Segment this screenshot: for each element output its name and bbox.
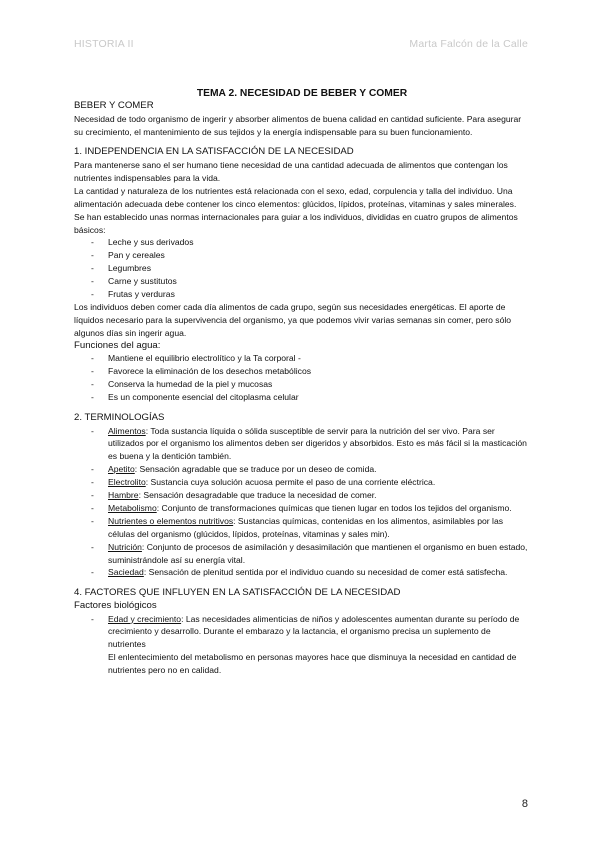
running-header-right: Marta Falcón de la Calle bbox=[409, 38, 528, 50]
term-name: Saciedad bbox=[108, 567, 144, 578]
section4-heading: 4. FACTORES QUE INFLUYEN EN LA SATISFACCIÓN DE LA NECESIDAD bbox=[74, 587, 401, 599]
term-name: Electrolito bbox=[108, 477, 146, 488]
term-item bbox=[74, 502, 530, 515]
list-item: - Conserva la humedad de la piel y mucosas bbox=[74, 378, 530, 391]
term-item bbox=[74, 476, 530, 489]
list-item: - Legumbres bbox=[74, 262, 530, 275]
term-item bbox=[74, 463, 530, 476]
list-item: - Carne y sustitutos bbox=[74, 275, 530, 288]
term-name: Nutrientes o elementos nutritivos bbox=[108, 515, 234, 526]
factor-extra-paragraph: El enlentecimiento del metabolismo en personas mayores hace que disminuya la necesidad en cantidad de nutrientes pero no en calidad. bbox=[108, 652, 517, 676]
page-content bbox=[74, 87, 530, 677]
factors-list bbox=[74, 613, 530, 678]
water-functions-list bbox=[74, 352, 530, 404]
page-title: TEMA 2. NECESIDAD DE BEBER Y COMER bbox=[196, 88, 408, 99]
section4-subheading: Factores biológicos bbox=[74, 599, 157, 611]
section1-paragraph-3: Se han establecido unas normas internacionales para guiar a los individuos, divididas en cuatro grupos de alimentos básicos: bbox=[74, 211, 518, 235]
term-definition: : Sustancias químicas, contenidas en los alimentos, asimilables por las células del organismo (glúcidos, lípidos, proteínas, vitaminas y sales min). bbox=[108, 515, 504, 539]
section2-heading: 2. TERMINOLOGÍAS bbox=[74, 411, 165, 423]
factor-definition: : Las necesidades alimenticias de niños y adolescentes aumentan durante su período de crecimiento y desarrollo. Durante el embarazo y la lactancia, el organismo precisa un suplemento de nutrientes bbox=[108, 613, 520, 650]
term-name: Nutrición bbox=[108, 541, 142, 552]
term-definition: : Sensación agradable que se traduce por un deseo de comida. bbox=[134, 464, 377, 475]
term-definition: : Conjunto de transformaciones químicas que tienen lugar en todos los tejidos del organismo. bbox=[156, 502, 512, 513]
term-item bbox=[74, 515, 530, 541]
term-name: Hambre bbox=[108, 490, 139, 501]
section1-paragraph-2: La cantidad y naturaleza de los nutrientes está relacionada con el sexo, edad, corpulencia y talla del individuo. Una alimentación adecuada debe contener los cinco elementos: glúcidos, lípidos, proteínas, vitaminas y sales minerales. bbox=[74, 185, 517, 209]
water-functions-heading: Funciones del agua: bbox=[74, 339, 161, 351]
term-name: Metabolismo bbox=[108, 502, 157, 513]
list-item: - Favorece la eliminación de los desechos metabólicos bbox=[74, 365, 530, 378]
list-item: - Frutas y verduras bbox=[74, 288, 530, 301]
section1-paragraph-4: Los individuos deben comer cada día alimentos de cada grupo, según sus necesidades energéticas. El aporte de líquidos necesario para la supervivencia del organismo, ya que podemos vivir varias semanas sin comer, pero sólo algunos días sin ingerir agua. bbox=[74, 301, 512, 338]
list-item: - Es un componente esencial del citoplasma celular bbox=[74, 391, 530, 404]
term-definition: : Conjunto de procesos de asimilación y desasimilación que mantienen el organismo en buen estado, suministrándole así su energía vital. bbox=[108, 541, 528, 565]
factor-item bbox=[74, 613, 530, 678]
term-definition: : Sustancia cuya solución acuosa permite el paso de una corriente eléctrica. bbox=[145, 477, 436, 488]
list-item: - Leche y sus derivados bbox=[74, 236, 530, 249]
list-item: - Mantiene el equilibrio electrolítico y la Ta corporal - bbox=[74, 352, 530, 365]
term-item bbox=[74, 425, 530, 464]
term-definition: : Sensación desagradable que traduce la necesidad de comer. bbox=[138, 490, 377, 501]
term-item bbox=[74, 566, 530, 579]
list-item: - Pan y cereales bbox=[74, 249, 530, 262]
term-name: Alimentos bbox=[108, 425, 146, 436]
page-number: 8 bbox=[521, 798, 528, 810]
running-header-left: HISTORIA II bbox=[74, 38, 134, 50]
section1-paragraph-1: Para mantenerse sano el ser humano tiene necesidad de una cantidad adecuada de alimentos que contengan los nutrientes indispensables para la vida. bbox=[74, 160, 508, 183]
intro-paragraph: Necesidad de todo organismo de ingerir y absorber alimentos de buena calidad en cantidad suficiente. Para asegurar su crecimiento, el mantenimiento de sus tejidos y la energía indispensable para su buen funcionamiento. bbox=[74, 113, 522, 137]
term-item bbox=[74, 489, 530, 502]
term-definition: : Sensación de plenitud sentida por el individuo cuando su necesidad de comer está satisfecha. bbox=[143, 567, 508, 578]
intro-heading: BEBER Y COMER bbox=[74, 100, 154, 111]
term-name: Apetito bbox=[108, 464, 135, 475]
term-definition: : Toda sustancia líquida o sólida susceptible de servir para la nutrición del ser vivo. Para ser utilizados por el organismo los alimentos deben ser digeridos y absorbidos. Esto es más fácil si la masticación es buena y la dentición también. bbox=[108, 425, 527, 462]
terminology-list bbox=[74, 425, 530, 580]
food-groups-list bbox=[74, 236, 530, 301]
factor-name: Edad y crecimiento bbox=[108, 613, 182, 624]
section1-heading: 1. INDEPENDENCIA EN LA SATISFACCIÓN DE LA NECESIDAD bbox=[74, 146, 354, 158]
term-item bbox=[74, 541, 530, 567]
